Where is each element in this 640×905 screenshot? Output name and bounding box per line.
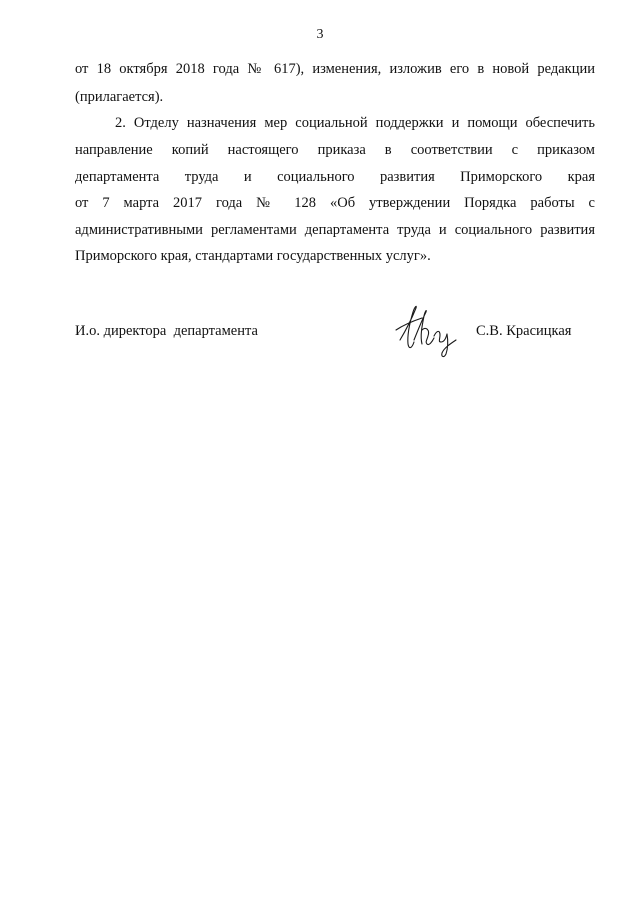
signatory-name: С.В. Красицкая [476,323,572,339]
text-line: административными регламентами департамента труда и социального развития [75,222,595,238]
text-line: направление копий настоящего приказа в соответствии с приказом [75,142,595,158]
text-line: 2. Отделу назначения мер социальной поддержки и помощи обеспечить [115,115,595,131]
handwritten-signature [392,300,462,362]
text-line: от 18 октября 2018 года № 617), изменения, изложив его в новой редакции [75,61,595,77]
signatory-title: И.о. директора департамента [75,323,258,339]
text-line: (прилагается). [75,89,164,105]
text-line: департамента труда и социального развития Приморского края [75,169,595,185]
page-number: 3 [316,27,324,42]
text-line: от 7 марта 2017 года № 128 «Об утверждении Порядка работы с [75,195,595,211]
text-line: Приморского края, стандартами государственных услуг». [75,248,431,264]
